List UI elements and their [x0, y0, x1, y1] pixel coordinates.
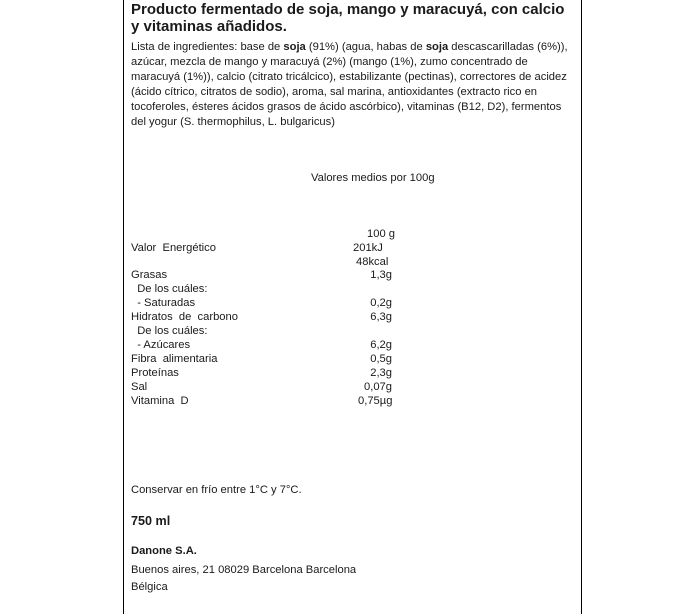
allergen-soja-2: soja: [425, 41, 449, 53]
nutrition-row-value: 0,5g: [370, 353, 392, 365]
ingredients-text-1: Lista de ingredientes: base de: [131, 41, 284, 53]
ingredients-text-2: (91%) (agua, habas de: [305, 41, 426, 53]
nutrition-row-label: Hidratos de carbono: [131, 311, 238, 323]
nutrition-row-label: Proteínas: [131, 367, 179, 379]
company-name: Danone S.A.: [131, 545, 197, 557]
nutrition-row-label: Sal: [131, 381, 148, 393]
nutrition-row-label: Vitamina D: [131, 395, 189, 407]
storage-instructions: Conservar en frío entre 1°C y 7°C.: [131, 484, 302, 496]
nutrition-row-value: 0,07g: [364, 381, 392, 393]
nutrition-row-label: - Azúcares: [131, 339, 191, 351]
nutrition-row-label: Fibra alimentaria: [131, 353, 218, 365]
nutrition-row-value: 0,2g: [370, 297, 392, 309]
ingredients-text-3: descascarilladas (6%)), azúcar, mezcla de mango y maracuyá (2%) (mango (1%), zumo concentrado de maracuyá (1%)), calcio (citrato tricálcico), estabilizante (pectinas), correctores de acidez (ácido cítrico, citratos de sodio), aroma, sal marina, antioxidantes (extracto rico en tocoferoles, ésteres ácidos grasos de ácido ascórbico), vitaminas (B12, D2), fermentos del yogur (S. thermophilus, L. bulgaricus): [131, 41, 568, 128]
company-address: [131, 562, 356, 596]
volume: 750 ml: [131, 514, 171, 528]
address-line: Buenos aires, 21 08029 Barcelona Barcelona: [131, 564, 357, 576]
energy-kj: 201kJ: [353, 242, 383, 254]
product-title: Producto fermentado de soja, mango y maracuyá, con calcio y vitaminas añadidos.: [131, 1, 565, 35]
nutrition-header: Valores medios por 100g: [311, 172, 435, 184]
country: Bélgica: [131, 581, 168, 593]
nutrition-row-value: 6,3g: [370, 311, 392, 323]
nutrition-row-value: 2,3g: [370, 367, 392, 379]
nutrition-column-header: 100 g: [367, 228, 395, 240]
nutrition-row-value: 1,3g: [370, 269, 392, 281]
nutrition-row-label: Grasas: [131, 269, 168, 281]
ingredients-list: [131, 40, 576, 130]
nutrition-row-value: 6,2g: [370, 339, 392, 351]
nutrition-row-label: De los cuáles:: [131, 283, 208, 295]
energy-label: Valor Energético: [131, 242, 216, 254]
energy-kcal: 48kcal: [356, 256, 389, 268]
nutrition-row-label: De los cuáles:: [131, 325, 208, 337]
allergen-soja-1: soja: [283, 41, 306, 53]
nutrition-row-label: - Saturadas: [131, 297, 196, 309]
nutrition-row-value: 0,75µg: [358, 395, 393, 407]
